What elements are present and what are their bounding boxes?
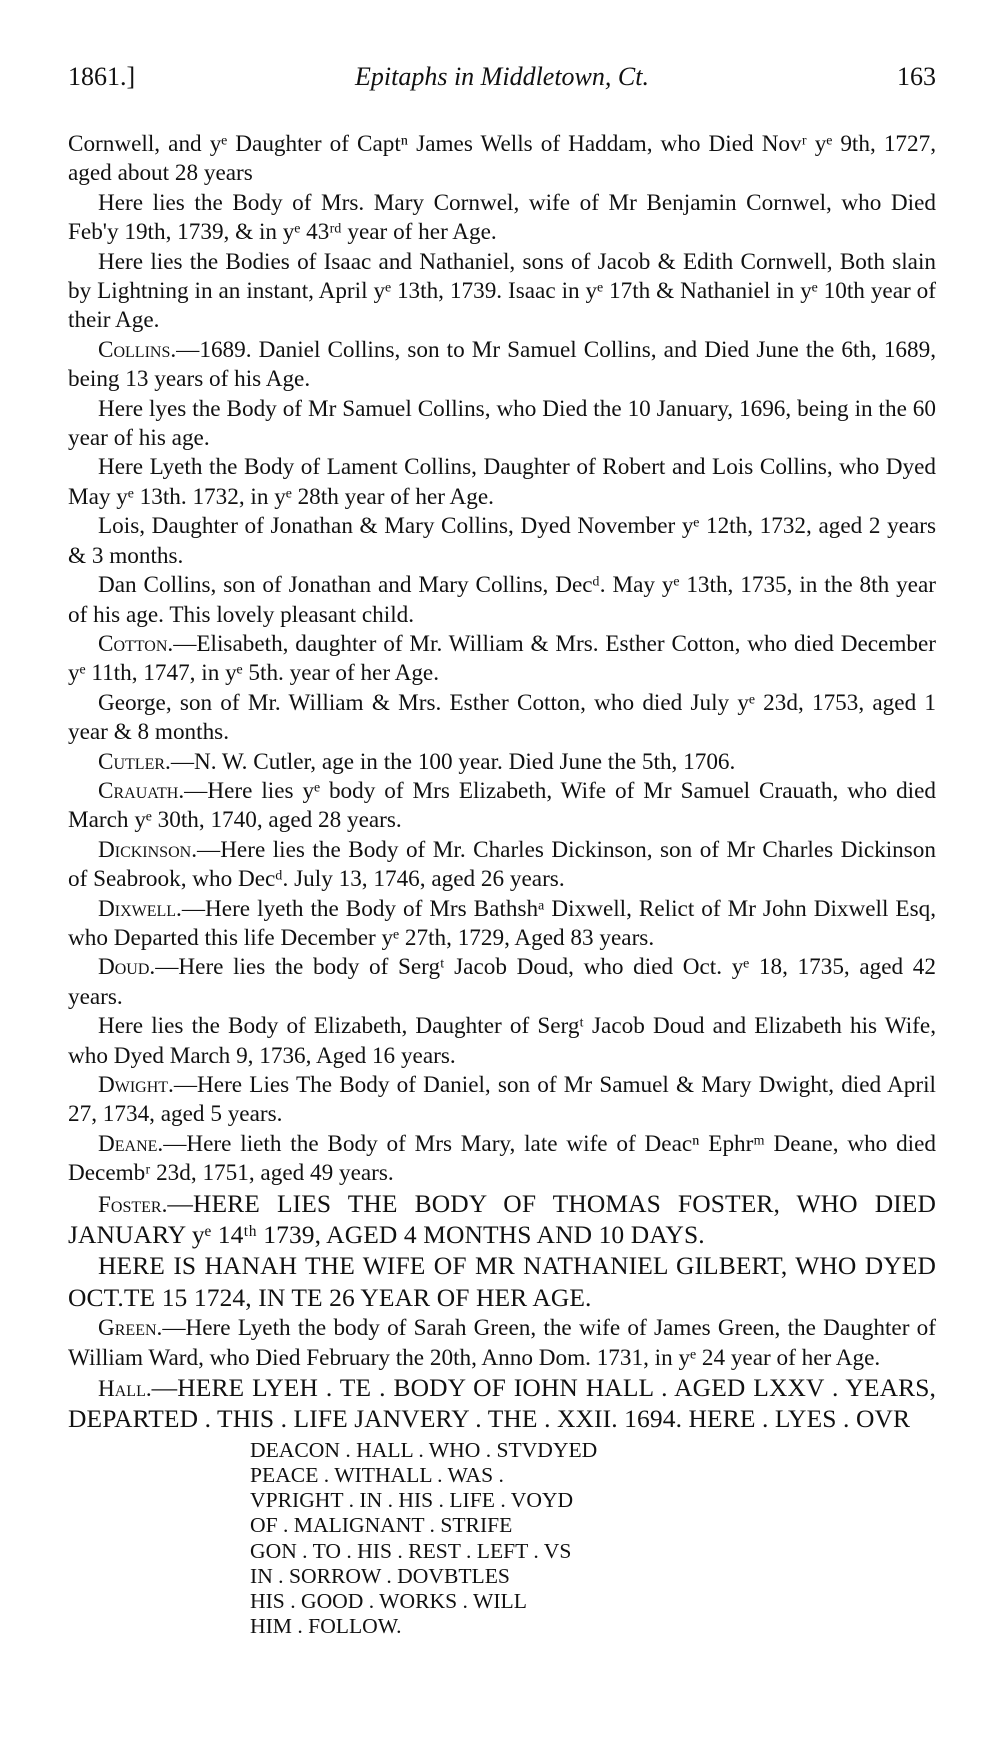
epitaph-paragraph: [68, 836, 936, 895]
header-year: 1861.]: [68, 62, 136, 91]
epitaph-paragraph: [68, 1071, 936, 1130]
epitaph-paragraph: [68, 189, 936, 248]
epitaph-paragraph: [68, 689, 936, 748]
page-number: 163: [897, 62, 936, 91]
verse-line: IN . SORROW . DOVBTLES: [250, 1563, 510, 1588]
verse-line: VPRIGHT . IN . HIS . LIFE . VOYD: [250, 1488, 574, 1513]
epitaph-verse: [250, 1438, 936, 1640]
epitaph-paragraph: [68, 1130, 936, 1189]
epitaph-text-run: —Here lies the Body of Mr. Charles Dickinson, son of Mr Charles Dickinson of Seabrook, who Decᵈ. July 13, 1746, aged 26 years.: [68, 836, 936, 893]
family-name: Hall.: [98, 1376, 152, 1403]
epitaph-text-run: —1689. Daniel Collins, son to Mr Samuel Collins, and Died June the 6th, 1689, being 13 years of his Age.: [68, 336, 936, 393]
family-name: Doud.: [98, 954, 156, 981]
verse-line: DEACON . HALL . WHO . STVDYED: [250, 1437, 598, 1462]
family-name: Green.: [98, 1315, 163, 1342]
epitaph-text-run: George, son of Mr. William & Mrs. Esther Cotton, who died July yᵉ 23d, 1753, aged 1 year & 8 months.: [68, 689, 936, 746]
verse-line: GON . TO . HIS . REST . LEFT . VS: [250, 1538, 572, 1563]
family-name: Deane.: [98, 1130, 164, 1157]
family-name: Dixwell.: [98, 895, 182, 922]
epitaph-paragraph: [68, 895, 936, 954]
family-name: Dickinson.: [98, 836, 197, 863]
family-name: Collins.: [98, 336, 177, 363]
family-name: Foster.: [98, 1191, 168, 1218]
epitaph-text-run: —Here Lyeth the body of Sarah Green, the wife of James Green, the Daughter of William Ward, who Died February the 20th, Anno Dom. 1731, in yᵉ 24 year of her Age.: [68, 1315, 936, 1371]
epitaph-text-run: —HERE LIES THE BODY OF THOMAS FOSTER, WHO DIED JANUARY yᵉ 14ᵗʰ 1739, AGED 4 MONTHS AND 10 DAYS.: [68, 1188, 936, 1250]
epitaph-text-run: Dan Collins, son of Jonathan and Mary Collins, Decᵈ. May yᵉ 13th, 1735, in the 8th year of his age. This lovely pleasant child.: [68, 572, 936, 628]
epitaph-paragraph: [68, 1373, 936, 1436]
epitaph-paragraph: [68, 336, 936, 395]
epitaph-paragraph: [68, 248, 936, 336]
epitaph-paragraph: [68, 1189, 936, 1252]
epitaph-text-run: Here lyes the Body of Mr Samuel Collins, who Died the 10 January, 1696, being in the 60 year of his age.: [68, 395, 936, 452]
epitaph-paragraph: [68, 630, 936, 689]
family-name: Cutler.: [98, 748, 171, 775]
epitaph-text: [68, 130, 936, 1436]
verse-line: HIM . FOLLOW.: [250, 1614, 402, 1639]
epitaph-paragraph: [68, 1012, 936, 1071]
family-name: Dwight.: [98, 1072, 174, 1098]
epitaph-text-run: —HERE LYEH . TE . BODY OF IOHN HALL . AGED LXXV . YEARS, DEPARTED . THIS . LIFE JANVERY . THE . XXII. 1694. HERE . LYES . OVR: [68, 1373, 936, 1434]
epitaph-text-run: —Here lyeth the Body of Mrs Bathshᵃ Dixwell, Relict of Mr John Dixwell Esq, who Departed this life December yᵉ 27th, 1729, Aged 83 years.: [68, 895, 936, 951]
document-page: [68, 62, 936, 1640]
verse-line: PEACE . WITHALL . WAS .: [250, 1463, 504, 1488]
epitaph-text-run: Here lies the Bodies of Isaac and Nathaniel, sons of Jacob & Edith Cornwell, Both slain by Lightning in an instant, April yᵉ 13th, 1739. Isaac in yᵉ 17th & Nathaniel in yᵉ 10th year of their Age.: [68, 248, 936, 334]
epitaph-text-run: —Here lies yᵉ body of Mrs Elizabeth, Wife of Mr Samuel Crauath, who died March yᵉ 30th, 1740, aged 28 years.: [68, 777, 936, 834]
epitaph-text-run: —Here lies the body of Sergᵗ Jacob Doud, who died Oct. yᵉ 18, 1735, aged 42 years.: [68, 954, 936, 1010]
epitaph-paragraph: [68, 1251, 936, 1314]
epitaph-text-run: Cornwell, and yᵉ Daughter of Captⁿ James Wells of Haddam, who Died Novʳ yᵉ 9th, 1727, aged about 28 years: [68, 131, 936, 187]
running-header: [68, 62, 936, 102]
epitaph-text-run: —N. W. Cutler, age in the 100 year. Died June the 5th, 1706.: [170, 748, 736, 775]
epitaph-paragraph: [68, 953, 936, 1012]
epitaph-text-run: Lois, Daughter of Jonathan & Mary Collins, Dyed November yᵉ 12th, 1732, aged 2 years & 3 months.: [68, 513, 936, 569]
family-name: Crauath.: [98, 777, 185, 804]
epitaph-paragraph: [68, 512, 936, 571]
epitaph-text-run: —Here lieth the Body of Mrs Mary, late wife of Deacⁿ Ephrᵐ Deane, who died Decembʳ 23d, 1751, aged 49 years.: [68, 1130, 936, 1187]
epitaph-paragraph: [68, 453, 936, 512]
epitaph-paragraph: [68, 395, 936, 454]
verse-line: HIS . GOOD . WORKS . WILL: [250, 1589, 527, 1614]
epitaph-paragraph: [68, 571, 936, 630]
epitaph-text-run: HERE IS HANAH THE WIFE OF MR NATHANIEL GILBERT, WHO DYED OCT.TE 15 1724, IN TE 26 YEAR OF HER AGE.: [68, 1251, 936, 1312]
epitaph-text-run: —Elisabeth, daughter of Mr. William & Mrs. Esther Cotton, who died December yᵉ 11th, 1747, in yᵉ 5th. year of her Age.: [68, 630, 936, 687]
epitaph-text-run: —Here Lies The Body of Daniel, son of Mr Samuel & Mary Dwight, died April 27, 1734, aged 5 years.: [68, 1072, 936, 1128]
epitaph-paragraph: [68, 1314, 936, 1373]
family-name: Cotton.: [98, 630, 174, 657]
verse-line: OF . MALIGNANT . STRIFE: [250, 1513, 513, 1538]
epitaph-text-run: Here lies the Body of Mrs. Mary Cornwel, wife of Mr Benjamin Cornwel, who Died Feb'y 19th, 1739, & in yᵉ 43ʳᵈ year of her Age.: [68, 189, 936, 246]
header-title: Epitaphs in Middletown, Ct.: [355, 62, 649, 91]
epitaph-paragraph: [68, 777, 936, 836]
epitaph-text-run: Here lies the Body of Elizabeth, Daughter of Sergᵗ Jacob Doud and Elizabeth his Wife, who Dyed March 9, 1736, Aged 16 years.: [68, 1013, 936, 1069]
epitaph-paragraph: [68, 130, 936, 189]
epitaph-text-run: Here Lyeth the Body of Lament Collins, Daughter of Robert and Lois Collins, who Dyed May yᵉ 13th. 1732, in yᵉ 28th year of her Age.: [68, 454, 936, 510]
epitaph-paragraph: [68, 748, 936, 777]
